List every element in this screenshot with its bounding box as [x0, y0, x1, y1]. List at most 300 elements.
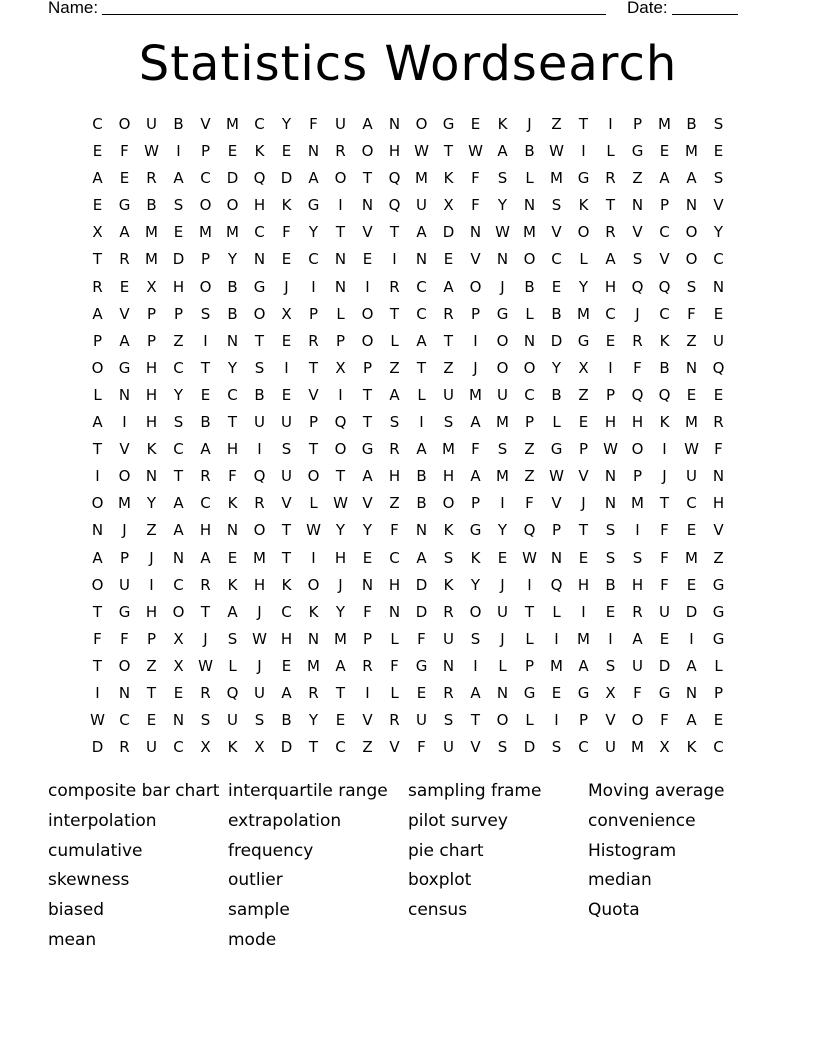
- grid-letter: O: [523, 358, 536, 377]
- grid-letter: W: [414, 142, 429, 161]
- grid-letter: R: [308, 331, 319, 350]
- grid-letter: N: [253, 250, 266, 269]
- grid-letter: V: [551, 223, 562, 242]
- word-list-item: outlier: [228, 870, 283, 891]
- word-list-row: [48, 780, 768, 810]
- grid-letter: P: [524, 656, 535, 675]
- grid-letter: V: [281, 494, 292, 513]
- grid-letter: A: [119, 223, 130, 242]
- grid-letter: D: [91, 738, 104, 757]
- grid-letter: M: [145, 223, 158, 242]
- grid-letter: W: [144, 142, 159, 161]
- grid-letter: D: [280, 738, 293, 757]
- grid-letter: O: [307, 467, 320, 486]
- word-list-item: biased: [48, 900, 105, 921]
- grid-letter: K: [227, 575, 238, 594]
- grid-letter: E: [551, 683, 562, 702]
- grid-letter: A: [200, 440, 211, 459]
- grid-letter: Q: [658, 277, 671, 296]
- grid-letter: W: [495, 223, 510, 242]
- grid-letter: E: [416, 683, 427, 702]
- grid-letter: S: [254, 358, 265, 377]
- grid-letter: G: [577, 331, 590, 350]
- grid-letter: U: [497, 385, 508, 404]
- name-field: [48, 0, 606, 18]
- grid-letter: V: [659, 250, 670, 269]
- grid-letter: Q: [388, 169, 401, 188]
- grid-letter: Y: [335, 521, 346, 540]
- grid-letter: S: [713, 169, 724, 188]
- grid-letter: L: [336, 304, 345, 323]
- grid-letter: S: [497, 440, 508, 459]
- date-field: [627, 0, 738, 18]
- grid-letter: P: [308, 413, 319, 432]
- grid-letter: H: [199, 521, 212, 540]
- word-list-row: [48, 899, 768, 929]
- word-list: [48, 780, 768, 959]
- grid-letter: G: [523, 683, 536, 702]
- grid-letter: S: [173, 196, 184, 215]
- grid-letter: M: [334, 629, 347, 648]
- grid-letter: R: [362, 656, 373, 675]
- grid-row: [84, 628, 732, 655]
- grid-letter: X: [281, 304, 292, 323]
- grid-letter: I: [473, 331, 478, 350]
- grid-letter: O: [361, 331, 374, 350]
- grid-letter: J: [581, 494, 586, 513]
- grid-letter: P: [632, 467, 643, 486]
- grid-letter: P: [470, 304, 481, 323]
- grid-row: [84, 736, 732, 763]
- grid-letter: I: [95, 683, 100, 702]
- grid-letter: O: [334, 440, 347, 459]
- grid-letter: L: [93, 385, 102, 404]
- grid-letter: T: [254, 331, 265, 350]
- grid-letter: P: [200, 142, 211, 161]
- grid-letter: Q: [631, 277, 644, 296]
- grid-letter: A: [173, 494, 184, 513]
- grid-letter: S: [443, 548, 454, 567]
- word-list-item: pie chart: [408, 840, 484, 861]
- grid-letter: X: [173, 629, 184, 648]
- grid-letter: N: [469, 223, 482, 242]
- grid-letter: H: [631, 575, 644, 594]
- grid-letter: T: [173, 467, 184, 486]
- grid-letter: Z: [524, 440, 535, 459]
- grid-letter: M: [631, 494, 644, 513]
- grid-letter: F: [120, 142, 129, 161]
- grid-letter: B: [524, 277, 535, 296]
- grid-letter: A: [443, 277, 454, 296]
- grid-letter: T: [443, 142, 454, 161]
- word-list-item: frequency: [228, 840, 314, 861]
- grid-letter: O: [199, 196, 212, 215]
- grid-letter: L: [228, 656, 237, 675]
- grid-letter: Z: [146, 521, 157, 540]
- grid-letter: N: [442, 656, 455, 675]
- grid-letter: K: [308, 602, 319, 621]
- grid-letter: K: [578, 196, 589, 215]
- grid-letter: G: [469, 521, 482, 540]
- grid-letter: Z: [173, 331, 184, 350]
- grid-letter: P: [362, 629, 373, 648]
- grid-letter: U: [281, 467, 292, 486]
- grid-letter: I: [689, 629, 694, 648]
- grid-letter: V: [362, 223, 373, 242]
- grid-letter: E: [713, 385, 724, 404]
- grid-letter: Q: [253, 467, 266, 486]
- grid-letter: R: [200, 467, 211, 486]
- grid-letter: C: [173, 358, 184, 377]
- grid-row: [84, 113, 732, 140]
- grid-letter: T: [389, 223, 400, 242]
- grid-letter: J: [338, 575, 343, 594]
- grid-letter: K: [227, 738, 238, 757]
- grid-letter: P: [470, 494, 481, 513]
- grid-letter: X: [92, 223, 103, 242]
- grid-letter: Y: [497, 521, 508, 540]
- grid-letter: L: [525, 304, 534, 323]
- word-list-item: interpolation: [48, 810, 157, 831]
- grid-letter: C: [92, 115, 103, 133]
- grid-letter: P: [173, 304, 184, 323]
- grid-letter: E: [713, 711, 724, 730]
- grid-letter: F: [471, 196, 480, 215]
- grid-letter: W: [333, 494, 348, 513]
- grid-letter: X: [443, 196, 454, 215]
- grid-letter: F: [363, 602, 372, 621]
- word-list-item: boxplot: [408, 870, 472, 891]
- grid-letter: N: [712, 277, 725, 296]
- grid-letter: R: [443, 683, 454, 702]
- grid-letter: P: [146, 304, 157, 323]
- grid-letter: Z: [146, 656, 157, 675]
- grid-letter: A: [632, 629, 643, 648]
- grid-letter: T: [605, 196, 616, 215]
- grid-letter: T: [335, 223, 346, 242]
- grid-letter: N: [685, 196, 698, 215]
- grid-letter: S: [254, 711, 265, 730]
- grid-letter: S: [497, 169, 508, 188]
- grid-letter: I: [149, 575, 154, 594]
- grid-letter: V: [470, 738, 481, 757]
- grid-letter: A: [416, 548, 427, 567]
- word-list-item: sample: [228, 900, 290, 921]
- grid-letter: K: [659, 413, 670, 432]
- grid-letter: A: [119, 331, 130, 350]
- grid-letter: B: [281, 711, 292, 730]
- grid-letter: Q: [388, 196, 401, 215]
- grid-letter: V: [632, 223, 643, 242]
- grid-letter: P: [605, 385, 616, 404]
- grid-letter: D: [415, 602, 428, 621]
- grid-letter: R: [443, 602, 454, 621]
- grid-letter: T: [308, 440, 319, 459]
- grid-letter: D: [442, 223, 455, 242]
- grid-letter: F: [687, 304, 696, 323]
- grid-letter: K: [443, 521, 454, 540]
- grid-letter: E: [362, 250, 373, 269]
- grid-letter: Z: [713, 548, 724, 567]
- grid-letter: W: [549, 467, 564, 486]
- grid-letter: D: [658, 656, 671, 675]
- grid-letter: I: [338, 196, 343, 215]
- grid-letter: X: [578, 358, 589, 377]
- grid-letter: C: [659, 223, 670, 242]
- grid-letter: P: [713, 683, 724, 702]
- grid-letter: B: [524, 142, 535, 161]
- grid-letter: K: [497, 115, 508, 133]
- grid-letter: T: [524, 602, 535, 621]
- grid-letter: L: [309, 494, 318, 513]
- grid-letter: S: [281, 440, 292, 459]
- grid-letter: B: [227, 277, 238, 296]
- grid-letter: E: [578, 548, 589, 567]
- grid-letter: E: [281, 385, 292, 404]
- grid-letter: Y: [308, 223, 319, 242]
- grid-letter: A: [362, 467, 373, 486]
- grid-letter: Y: [173, 385, 184, 404]
- grid-letter: U: [227, 711, 238, 730]
- grid-letter: I: [203, 331, 208, 350]
- grid-letter: A: [659, 169, 670, 188]
- grid-letter: P: [146, 331, 157, 350]
- grid-letter: A: [362, 115, 373, 133]
- grid-letter: N: [550, 548, 563, 567]
- grid-letter: N: [496, 250, 509, 269]
- grid-letter: R: [146, 169, 157, 188]
- grid-letter: J: [257, 602, 262, 621]
- grid-letter: F: [417, 738, 426, 757]
- grid-letter: F: [120, 629, 129, 648]
- grid-letter: S: [605, 548, 616, 567]
- grid-letter: O: [577, 223, 590, 242]
- grid-letter: V: [389, 738, 400, 757]
- grid-letter: J: [473, 358, 478, 377]
- word-list-item: interquartile range: [228, 781, 388, 801]
- grid-letter: U: [686, 467, 697, 486]
- grid-letter: P: [335, 331, 346, 350]
- grid-letter: P: [308, 304, 319, 323]
- grid-letter: R: [119, 738, 130, 757]
- grid-letter: A: [335, 656, 346, 675]
- grid-letter: A: [686, 169, 697, 188]
- grid-letter: M: [577, 304, 590, 323]
- grid-letter: L: [552, 413, 561, 432]
- grid-letter: H: [145, 385, 158, 404]
- grid-letter: A: [578, 656, 589, 675]
- grid-letter: L: [498, 656, 507, 675]
- grid-letter: F: [471, 169, 480, 188]
- grid-letter: A: [497, 142, 508, 161]
- grid-letter: O: [361, 142, 374, 161]
- grid-letter: Q: [658, 385, 671, 404]
- word-list-item: sampling frame: [408, 781, 542, 801]
- grid-letter: I: [554, 629, 559, 648]
- grid-letter: Y: [227, 358, 238, 377]
- date-blank-line: [672, 0, 738, 15]
- grid-letter: C: [254, 223, 265, 242]
- grid-letter: J: [122, 521, 127, 540]
- grid-letter: G: [415, 656, 428, 675]
- grid-letter: A: [173, 169, 184, 188]
- grid-letter: C: [335, 738, 346, 757]
- grid-letter: I: [284, 358, 289, 377]
- grid-letter: M: [226, 115, 239, 133]
- grid-letter: T: [146, 683, 157, 702]
- grid-letter: C: [200, 494, 211, 513]
- grid-letter: G: [496, 304, 509, 323]
- grid-letter: F: [228, 467, 237, 486]
- grid-letter: D: [523, 738, 536, 757]
- word-list-item: mean: [48, 929, 97, 950]
- grid-letter: V: [551, 494, 562, 513]
- grid-letter: X: [173, 656, 184, 675]
- grid-letter: A: [416, 331, 427, 350]
- grid-letter: G: [550, 440, 563, 459]
- grid-letter: F: [93, 629, 102, 648]
- page-title: Statistics Wordsearch: [138, 36, 678, 92]
- grid-letter: V: [605, 711, 616, 730]
- grid-letter: E: [605, 602, 616, 621]
- word-list-item: convenience: [588, 810, 696, 831]
- grid-letter: N: [226, 521, 239, 540]
- grid-letter: K: [281, 196, 292, 215]
- grid-letter: H: [388, 575, 401, 594]
- grid-letter: O: [631, 711, 644, 730]
- grid-letter: O: [631, 440, 644, 459]
- grid-letter: S: [470, 629, 481, 648]
- grid-letter: E: [335, 711, 346, 730]
- grid-row: [84, 384, 732, 411]
- grid-letter: T: [362, 169, 373, 188]
- grid-letter: K: [146, 440, 157, 459]
- grid-letter: N: [685, 683, 698, 702]
- grid-letter: A: [470, 683, 481, 702]
- grid-letter: S: [200, 304, 211, 323]
- grid-letter: W: [549, 142, 564, 161]
- grid-letter: B: [416, 494, 427, 513]
- grid-letter: E: [119, 169, 130, 188]
- grid-row: [84, 465, 732, 492]
- grid-letter: G: [442, 115, 455, 133]
- grid-letter: U: [254, 413, 265, 432]
- grid-letter: M: [226, 223, 239, 242]
- grid-letter: A: [470, 467, 481, 486]
- grid-letter: J: [203, 629, 208, 648]
- grid-letter: T: [335, 467, 346, 486]
- grid-letter: N: [388, 115, 401, 133]
- grid-letter: R: [200, 575, 211, 594]
- grid-letter: T: [200, 358, 211, 377]
- grid-letter: O: [118, 115, 131, 133]
- grid-letter: R: [605, 169, 616, 188]
- grid-letter: G: [307, 196, 320, 215]
- grid-letter: C: [578, 738, 589, 757]
- grid-letter: N: [172, 548, 185, 567]
- grid-letter: I: [581, 142, 586, 161]
- grid-letter: C: [713, 250, 724, 269]
- grid-letter: P: [551, 521, 562, 540]
- grid-letter: K: [443, 575, 454, 594]
- grid-letter: M: [118, 494, 131, 513]
- grid-letter: C: [281, 602, 292, 621]
- grid-letter: Z: [362, 738, 373, 757]
- grid-letter: O: [685, 250, 698, 269]
- grid-letter: N: [307, 629, 320, 648]
- grid-letter: X: [200, 738, 211, 757]
- grid-letter: T: [308, 738, 319, 757]
- grid-letter: V: [578, 467, 589, 486]
- grid-letter: D: [550, 331, 563, 350]
- word-list-item: Histogram: [588, 840, 677, 861]
- grid-letter: E: [713, 304, 724, 323]
- grid-letter: N: [334, 277, 347, 296]
- grid-letter: B: [605, 575, 616, 594]
- grid-letter: O: [496, 711, 509, 730]
- grid-letter: I: [608, 629, 613, 648]
- grid-letter: F: [660, 521, 669, 540]
- word-list-item: extrapolation: [228, 810, 342, 831]
- grid-letter: X: [659, 738, 670, 757]
- grid-letter: A: [605, 250, 616, 269]
- grid-letter: R: [335, 142, 346, 161]
- word-list-item: median: [588, 870, 652, 891]
- grid-letter: C: [119, 711, 130, 730]
- grid-letter: E: [659, 142, 670, 161]
- grid-letter: O: [334, 169, 347, 188]
- grid-letter: P: [524, 413, 535, 432]
- grid-letter: I: [662, 440, 667, 459]
- grid-letter: H: [145, 413, 158, 432]
- grid-letter: P: [578, 440, 589, 459]
- grid-letter: S: [497, 738, 508, 757]
- word-list-row: [48, 810, 768, 840]
- grid-letter: A: [92, 169, 103, 188]
- grid-letter: H: [388, 142, 401, 161]
- grid-letter: M: [685, 413, 698, 432]
- grid-letter: M: [658, 115, 671, 133]
- grid-letter: C: [524, 385, 535, 404]
- grid-letter: S: [200, 711, 211, 730]
- grid-letter: N: [685, 358, 698, 377]
- grid-letter: E: [686, 575, 697, 594]
- word-list-item: mode: [228, 929, 277, 950]
- grid-letter: M: [415, 169, 428, 188]
- grid-letter: S: [605, 521, 616, 540]
- grid-letter: G: [631, 142, 644, 161]
- grid-letter: C: [200, 169, 211, 188]
- grid-letter: T: [362, 385, 373, 404]
- grid-letter: R: [92, 277, 103, 296]
- grid-letter: O: [172, 602, 185, 621]
- grid-letter: I: [608, 358, 613, 377]
- grid-letter: O: [91, 494, 104, 513]
- letter-grid: [84, 113, 732, 763]
- grid-letter: E: [659, 629, 670, 648]
- grid-letter: M: [685, 142, 698, 161]
- grid-letter: W: [603, 440, 618, 459]
- grid-letter: O: [415, 115, 428, 133]
- grid-letter: F: [282, 223, 291, 242]
- grid-letter: N: [496, 683, 509, 702]
- grid-letter: V: [119, 440, 130, 459]
- grid-letter: B: [254, 385, 265, 404]
- grid-letter: M: [145, 250, 158, 269]
- grid-letter: I: [338, 385, 343, 404]
- grid-letter: L: [417, 385, 426, 404]
- grid-letter: I: [122, 413, 127, 432]
